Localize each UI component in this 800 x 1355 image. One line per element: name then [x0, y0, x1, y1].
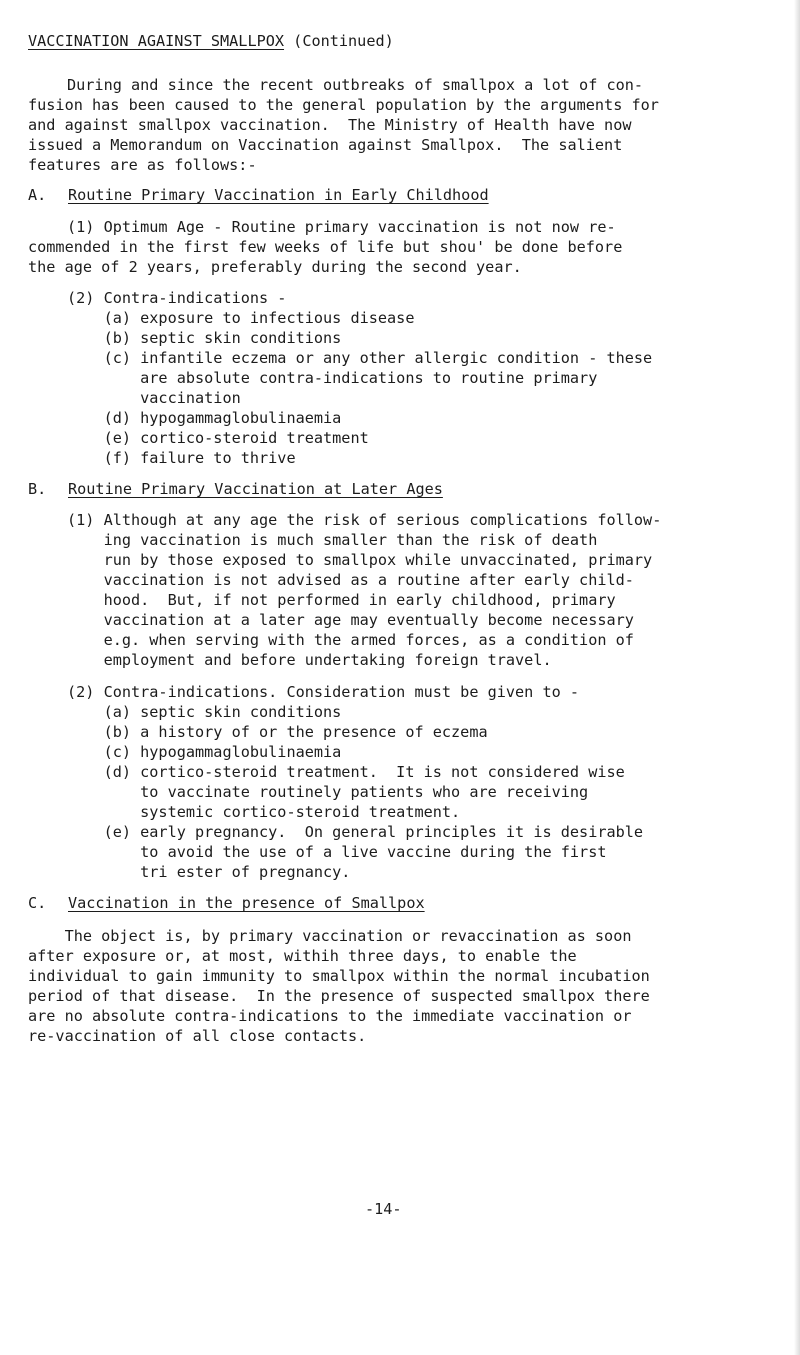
b1-line-5: hood. But, if not performed in early childhood, primary	[67, 591, 616, 609]
b2-line-5: (d) cortico-steroid treatment. It is not considered wise	[67, 763, 625, 781]
a2-line-2: (a) exposure to infectious disease	[67, 309, 415, 327]
b1-line-3: run by those exposed to smallpox while unvaccinated, primary	[67, 551, 653, 569]
a2-line-7: (d) hypogammaglobulinaemia	[67, 409, 342, 427]
section-b-letter: B.	[28, 480, 47, 498]
a2-line-6: vaccination	[67, 389, 241, 407]
b1-line-7: e.g. when serving with the armed forces, as a condition of	[67, 631, 634, 649]
a2-line-1: (2) Contra-indications -	[67, 289, 287, 307]
c-line-6: re-vaccination of all close contacts.	[28, 1027, 367, 1045]
intro-line-3: and against smallpox vaccination. The Ministry of Health have now	[28, 116, 632, 134]
b1-line-2: ing vaccination is much smaller than the risk of death	[67, 531, 598, 549]
intro-line-2: fusion has been caused to the general population by the arguments for	[28, 96, 659, 114]
b2-line-10: tri ester of pregnancy.	[67, 863, 351, 881]
page-number: -14-	[365, 1200, 402, 1218]
scan-edge-shadow	[794, 0, 800, 1355]
intro-line-1: During and since the recent outbreaks of smallpox a lot of con-	[67, 76, 644, 94]
intro-line-4: issued a Memorandum on Vaccination against Smallpox. The salient	[28, 136, 623, 154]
b2-line-2: (a) septic skin conditions	[67, 703, 342, 721]
a2-line-8: (e) cortico-steroid treatment	[67, 429, 369, 447]
b2-line-6: to vaccinate routinely patients who are receiving	[67, 783, 589, 801]
b2-line-9: to avoid the use of a live vaccine during the first	[67, 843, 607, 861]
b1-line-1: (1) Although at any age the risk of serious complications follow-	[67, 511, 662, 529]
c-line-1: The object is, by primary vaccination or revaccination as soon	[28, 927, 632, 945]
c-line-4: period of that disease. In the presence of suspected smallpox there	[28, 987, 650, 1005]
c-line-2: after exposure or, at most, withih three days, to enable the	[28, 947, 577, 965]
section-b-heading: Routine Primary Vaccination at Later Ages	[68, 480, 443, 498]
c-line-5: are no absolute contra-indications to the immediate vaccination or	[28, 1007, 632, 1025]
b2-line-4: (c) hypogammaglobulinaemia	[67, 743, 342, 761]
a1-line-3: the age of 2 years, preferably during the second year.	[28, 258, 522, 276]
b2-line-3: (b) a history of or the presence of eczema	[67, 723, 488, 741]
b2-line-8: (e) early pregnancy. On general principles it is desirable	[67, 823, 644, 841]
title-underlined: VACCINATION AGAINST SMALLPOX	[28, 32, 285, 50]
title-suffix: (Continued)	[284, 32, 394, 50]
a2-line-4: (c) infantile eczema or any other allergic condition - these	[67, 349, 653, 367]
a2-line-9: (f) failure to thrive	[67, 449, 296, 467]
b2-line-7: systemic cortico-steroid treatment.	[67, 803, 461, 821]
a1-line-2: commended in the first few weeks of life but shou' be done before	[28, 238, 623, 256]
section-a-letter: A.	[28, 186, 47, 204]
b1-line-8: employment and before undertaking foreign travel.	[67, 651, 552, 669]
page-title	[28, 32, 394, 50]
b1-line-6: vaccination at a later age may eventually become necessary	[67, 611, 634, 629]
b2-line-1: (2) Contra-indications. Consideration must be given to -	[67, 683, 580, 701]
section-c-letter: C.	[28, 894, 47, 912]
a1-line-1: (1) Optimum Age - Routine primary vaccination is not now re-	[67, 218, 616, 236]
b1-line-4: vaccination is not advised as a routine after early child-	[67, 571, 634, 589]
section-a-heading: Routine Primary Vaccination in Early Childhood	[68, 186, 489, 204]
a2-line-3: (b) septic skin conditions	[67, 329, 342, 347]
a2-line-5: are absolute contra-indications to routine primary	[67, 369, 598, 387]
c-line-3: individual to gain immunity to smallpox within the normal incubation	[28, 967, 650, 985]
section-c-heading: Vaccination in the presence of Smallpox	[68, 894, 425, 912]
intro-line-5: features are as follows:-	[28, 156, 257, 174]
